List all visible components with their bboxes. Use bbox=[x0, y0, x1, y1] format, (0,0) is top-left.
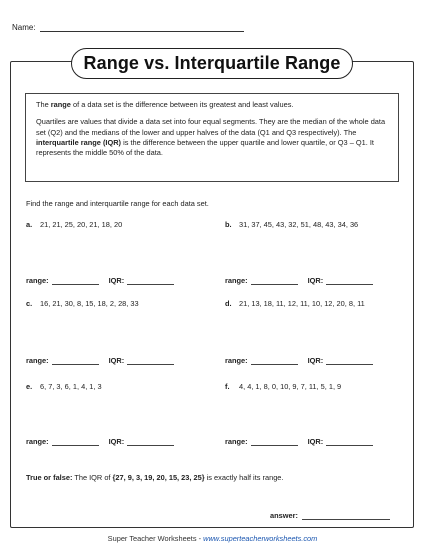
answer-row-d bbox=[225, 356, 373, 365]
range-label: range: bbox=[225, 356, 248, 365]
true-false-question bbox=[26, 473, 283, 482]
name-input-line[interactable] bbox=[40, 23, 244, 32]
range-label: range: bbox=[26, 276, 49, 285]
range-answer-blank[interactable] bbox=[251, 438, 298, 446]
problem-letter: f. bbox=[225, 382, 230, 391]
answer-row-c bbox=[26, 356, 174, 365]
question-text: The IQR of bbox=[72, 473, 113, 482]
footer bbox=[0, 534, 425, 543]
range-definition bbox=[36, 100, 388, 110]
footer-site: Super Teacher Worksheets bbox=[107, 534, 197, 543]
range-answer-blank[interactable] bbox=[52, 357, 99, 365]
problem-letter: b. bbox=[225, 220, 232, 229]
problem-letter: a. bbox=[26, 220, 33, 229]
data-set: 21, 21, 25, 20, 21, 18, 20 bbox=[40, 220, 123, 229]
problem-letter: c. bbox=[26, 299, 33, 308]
data-set: 21, 13, 18, 11, 12, 11, 10, 12, 20, 8, 11 bbox=[239, 299, 365, 308]
iqr-answer-blank[interactable] bbox=[326, 277, 373, 285]
problem-a bbox=[26, 220, 122, 229]
footer-separator: - bbox=[196, 534, 204, 543]
problem-d bbox=[225, 299, 365, 308]
range-answer-blank[interactable] bbox=[52, 438, 99, 446]
question-data-set: {27, 9, 3, 19, 20, 15, 23, 25} bbox=[112, 473, 205, 482]
problem-b bbox=[225, 220, 358, 229]
iqr-label: IQR: bbox=[307, 276, 324, 285]
iqr-answer-blank[interactable] bbox=[326, 438, 373, 446]
range-label: range: bbox=[26, 437, 49, 446]
iqr-label: IQR: bbox=[108, 437, 125, 446]
answer-row-f bbox=[225, 437, 373, 446]
iqr-term: interquartile range (IQR) bbox=[36, 137, 122, 147]
data-set: 16, 21, 30, 8, 15, 18, 2, 28, 33 bbox=[40, 299, 139, 308]
true-false-label: True or false: bbox=[26, 473, 73, 482]
final-answer-blank[interactable] bbox=[302, 512, 390, 520]
range-label: range: bbox=[26, 356, 49, 365]
definition-text: The bbox=[36, 100, 51, 109]
definition-text: Quartiles are values that divide a data set into four equal segments. They are the median of the whole data set (Q2) and the medians of the lower and upper halves of the data (Q1 and Q3 respectively). The bbox=[36, 117, 386, 137]
title-banner bbox=[71, 48, 353, 79]
range-label: range: bbox=[225, 276, 248, 285]
iqr-label: IQR: bbox=[307, 356, 324, 365]
range-answer-blank[interactable] bbox=[251, 357, 298, 365]
problem-c bbox=[26, 299, 139, 308]
problem-letter: d. bbox=[225, 299, 232, 308]
problem-e bbox=[26, 382, 102, 391]
iqr-answer-blank[interactable] bbox=[127, 438, 174, 446]
iqr-label: IQR: bbox=[108, 356, 125, 365]
range-answer-blank[interactable] bbox=[251, 277, 298, 285]
answer-row-a bbox=[26, 276, 174, 285]
problem-letter: e. bbox=[26, 382, 33, 391]
footer-url[interactable]: www.superteacherworksheets.com bbox=[203, 534, 318, 543]
range-label: range: bbox=[225, 437, 248, 446]
data-set: 4, 4, 1, 8, 0, 10, 9, 7, 11, 5, 1, 9 bbox=[239, 382, 342, 391]
answer-row-e bbox=[26, 437, 174, 446]
definition-text: is the difference between the upper quartile and lower quartile, or Q3 – Q1. It represents the middle 50% of the data. bbox=[36, 137, 374, 158]
problem-f bbox=[225, 382, 341, 391]
name-field-row bbox=[12, 23, 244, 32]
name-label: Name: bbox=[12, 23, 36, 32]
question-text: is exactly half its range. bbox=[204, 473, 284, 482]
page-title: Range vs. Interquartile Range bbox=[83, 53, 341, 73]
definition-text: of a data set is the difference between its greatest and least values. bbox=[70, 100, 294, 109]
answer-row-b bbox=[225, 276, 373, 285]
iqr-label: IQR: bbox=[108, 276, 125, 285]
range-answer-blank[interactable] bbox=[52, 277, 99, 285]
data-set: 6, 7, 3, 6, 1, 4, 1, 3 bbox=[40, 382, 102, 391]
iqr-answer-blank[interactable] bbox=[326, 357, 373, 365]
directions: Find the range and interquartile range for each data set. bbox=[26, 199, 209, 208]
final-answer-row bbox=[270, 511, 390, 520]
iqr-label: IQR: bbox=[307, 437, 324, 446]
definition-box bbox=[25, 93, 399, 182]
data-set: 31, 37, 45, 43, 32, 51, 48, 43, 34, 36 bbox=[239, 220, 359, 229]
iqr-answer-blank[interactable] bbox=[127, 277, 174, 285]
iqr-answer-blank[interactable] bbox=[127, 357, 174, 365]
range-term: range bbox=[50, 100, 71, 109]
iqr-definition bbox=[36, 117, 388, 158]
answer-label: answer: bbox=[270, 511, 298, 520]
